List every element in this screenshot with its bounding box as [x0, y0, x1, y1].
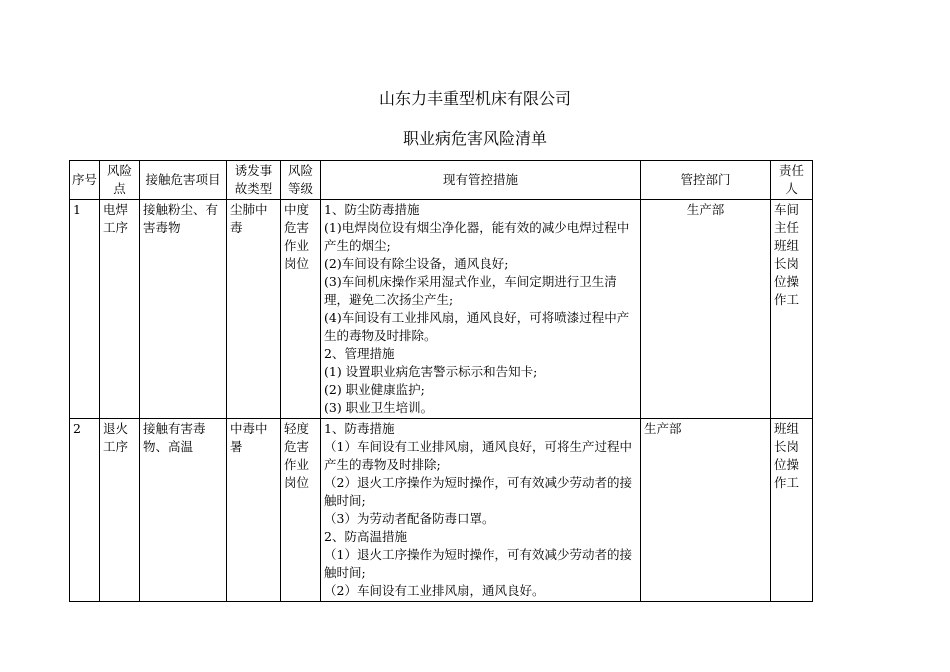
measure-line: 1、防尘防毒措施: [324, 202, 420, 217]
measure-line: 2、管理措施: [324, 346, 395, 361]
row-risk-level: 中度危害作业岗位: [281, 200, 321, 419]
measure-line: （2）车间设有工业排风扇，通风良好。: [324, 583, 545, 598]
row-department: 生产部: [641, 200, 771, 419]
measure-line: （1）退火工序操作为短时操作，可有效减少劳动者的接触时间;: [324, 547, 632, 580]
row-hazard: 接触粉尘、有害毒物: [140, 200, 227, 419]
measure-line: 2、防高温措施: [324, 529, 407, 544]
row-hazard: 接触有害毒物、高温: [140, 419, 227, 602]
row-responsible: 车间主任班组长岗位操作工: [771, 200, 813, 419]
measure-line: (3)车间机床操作采用湿式作业，车间定期进行卫生清理，避免二次扬尘产生;: [324, 274, 617, 307]
header-risk-level: 风险等级: [281, 161, 321, 200]
measure-line: (1)电焊岗位设有烟尘净化器，能有效的减少电焊过程中产生的烟尘;: [324, 220, 630, 253]
measure-line: （2）退火工序操作为短时操作，可有效减少劳动者的接触时间;: [324, 475, 632, 508]
row-seq: 2: [70, 419, 100, 602]
row-measures: [321, 200, 641, 419]
row-department: 生产部: [641, 419, 771, 602]
row-seq: 1: [70, 200, 100, 419]
header-responsible: 责任人: [771, 161, 813, 200]
header-seq: 序号: [70, 161, 100, 200]
header-department: 管控部门: [641, 161, 771, 200]
table-row: [70, 419, 813, 602]
header-risk-point: 风险点: [100, 161, 140, 200]
company-name: 山东力丰重型机床有限公司: [378, 89, 571, 108]
row-measures: [321, 419, 641, 602]
document-title: 职业病危害风险清单: [402, 129, 547, 148]
row-responsible: 班组长岗位操作工: [771, 419, 813, 602]
row-risk-level: 轻度危害作业岗位: [281, 419, 321, 602]
row-risk-point: 电焊工序: [100, 200, 140, 419]
measure-line: (4)车间设有工业排风扇，通风良好，可将喷漆过程中产生的毒物及时排除。: [324, 310, 630, 343]
measure-line: (1) 设置职业病危害警示标示和告知卡;: [324, 364, 538, 379]
measure-line: (2)车间设有除尘设备，通风良好;: [324, 256, 509, 271]
measure-line: （1）车间设有工业排风扇，通风良好，可将生产过程中产生的毒物及时排除;: [324, 439, 632, 472]
measure-line: (2) 职业健康监护;: [324, 382, 425, 397]
row-risk-point: 退火工序: [100, 419, 140, 602]
measure-line: (3) 职业卫生培训。: [324, 400, 434, 415]
measure-line: （3）为劳动者配备防毒口罩。: [324, 511, 495, 526]
measure-line: 1、防毒措施: [324, 421, 395, 436]
header-accident-type: 诱发事故类型: [227, 161, 281, 200]
risk-table: [69, 160, 813, 602]
row-accident-type: 尘肺中毒: [227, 200, 281, 419]
table-row: [70, 200, 813, 419]
row-accident-type: 中毒中暑: [227, 419, 281, 602]
table-header-row: [70, 161, 813, 200]
header-hazard: 接触危害项目: [140, 161, 227, 200]
header-measures: 现有管控措施: [321, 161, 641, 200]
